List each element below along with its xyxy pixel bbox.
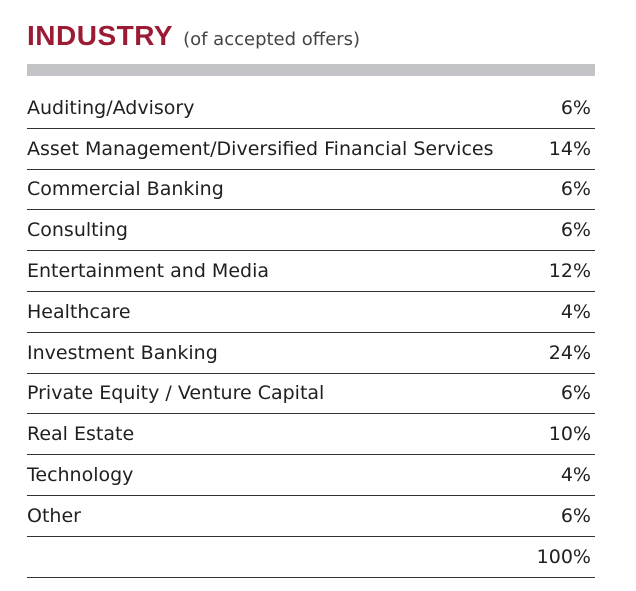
row-value: 4% (560, 300, 591, 323)
row-label: Auditing/Advisory (27, 96, 195, 119)
row-value: 12% (548, 260, 591, 283)
header-divider-bar (27, 64, 595, 76)
page-subtitle: (of accepted offers) (183, 29, 361, 50)
total-value: 100% (536, 545, 591, 568)
table-header (27, 20, 360, 60)
row-label: Private Equity / Venture Capital (27, 382, 325, 405)
table-row (27, 496, 595, 537)
row-label: Asset Management/Diversified Financial Services (27, 137, 494, 160)
row-value: 6% (560, 178, 591, 201)
row-label: Real Estate (27, 423, 135, 446)
row-label: Other (27, 504, 81, 527)
total-row (27, 537, 595, 578)
row-value: 24% (548, 341, 591, 364)
table-row (27, 414, 595, 455)
table-row (27, 455, 595, 496)
table-row (27, 292, 595, 333)
table-row (27, 210, 595, 251)
table-row (27, 333, 595, 374)
table-row (27, 170, 595, 211)
row-label: Healthcare (27, 300, 131, 323)
row-label: Technology (27, 464, 134, 487)
page-title: INDUSTRY (27, 20, 174, 51)
row-value: 6% (560, 219, 591, 242)
row-label: Commercial Banking (27, 178, 224, 201)
row-value: 6% (560, 382, 591, 405)
table-row (27, 88, 595, 129)
table-row (27, 374, 595, 415)
row-value: 6% (560, 504, 591, 527)
row-value: 6% (560, 96, 591, 119)
row-value: 4% (560, 464, 591, 487)
industry-table (27, 88, 595, 578)
row-label: Investment Banking (27, 341, 218, 364)
row-label: Consulting (27, 219, 128, 242)
row-value: 14% (548, 137, 591, 160)
table-row (27, 129, 595, 170)
row-value: 10% (548, 423, 591, 446)
table-row (27, 251, 595, 292)
row-label: Entertainment and Media (27, 260, 269, 283)
